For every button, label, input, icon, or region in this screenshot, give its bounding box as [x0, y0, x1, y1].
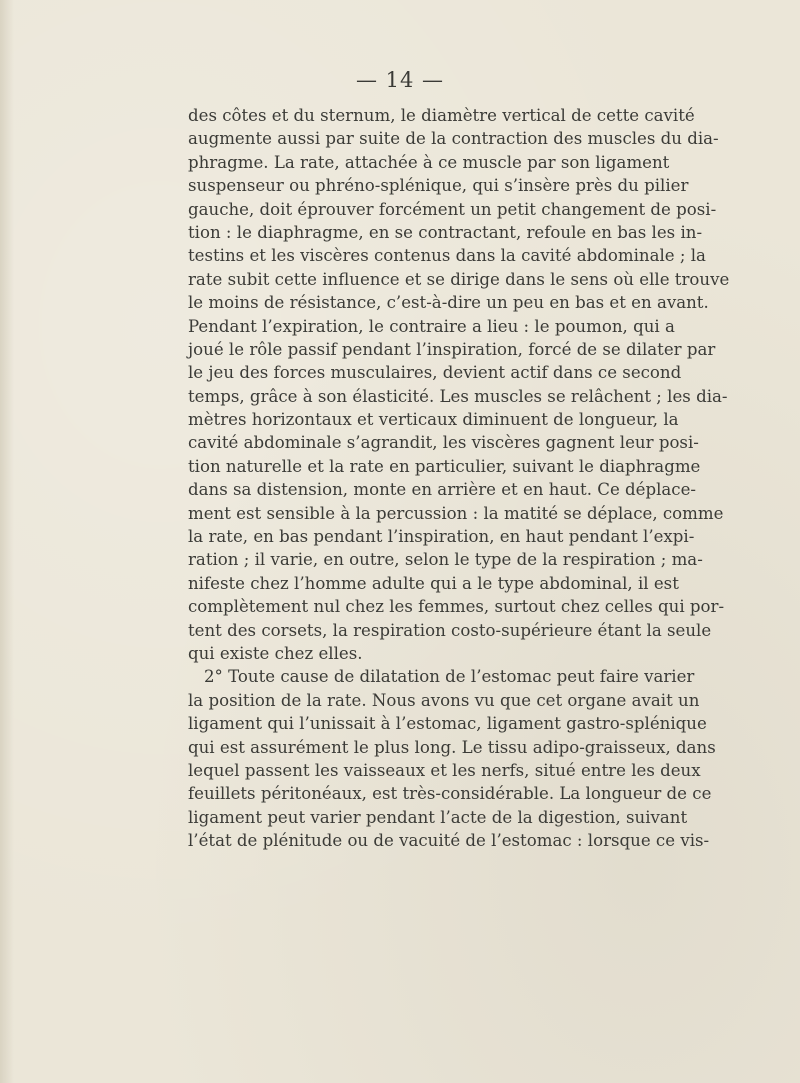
text-line: rate subit cette influence et se dirige dans le sens où elle trouve	[188, 269, 730, 289]
text-line: temps, grâce à son élasticité. Les muscles se relâchent ; les dia-	[188, 386, 728, 406]
page-number: — 14 —	[355, 68, 445, 92]
paragraph-end-line: qui existe chez elles.	[188, 643, 363, 663]
text-line: le jeu des forces musculaires, devient actif dans ce second	[188, 363, 682, 383]
text-line: complètement nul chez les femmes, surtout chez celles qui por-	[188, 597, 725, 617]
text-line: testins et les viscères contenus dans la cavité abdominale ; la	[188, 246, 706, 266]
text-line: nifeste chez l’homme adulte qui a le type abdominal, il est	[188, 573, 679, 593]
text-line: joué le rôle passif pendant l’inspiration, forcé de se dilater par	[188, 339, 716, 359]
text-line: phragme. La rate, attachée à ce muscle par son ligament	[188, 152, 670, 172]
text-line: tion : le diaphragme, en se contractant, refoule en bas les in-	[188, 222, 703, 242]
text-line: ligament peut varier pendant l’acte de la digestion, suivant	[188, 807, 688, 827]
text-line: qui est assurément le plus long. Le tissu adipo-graisseux, dans	[188, 737, 716, 757]
text-line: la position de la rate. Nous avons vu que cet organe avait un	[188, 690, 700, 710]
text-line: la rate, en bas pendant l’inspiration, en haut pendant l’expi-	[188, 527, 695, 547]
page-binding-shadow	[0, 0, 14, 1083]
text-line: des côtes et du sternum, le diamètre vertical de cette cavité	[188, 106, 695, 125]
text-line: le moins de résistance, c’est-à-dire un peu en bas et en avant.	[188, 293, 709, 313]
text-line: augmente aussi par suite de la contraction des muscles du dia-	[188, 129, 719, 149]
text-line: mètres horizontaux et verticaux diminuent de longueur, la	[188, 410, 679, 430]
text-line: l’état de plénitude ou de vacuité de l’estomac : lorsque ce vis-	[188, 831, 710, 851]
paragraph-start-line: 2° Toute cause de dilatation de l’estomac peut faire varier	[204, 667, 695, 687]
text-line: tent des corsets, la respiration costo-supérieure étant la seule	[188, 620, 712, 640]
text-line: gauche, doit éprouver forcément un petit changement de posi-	[188, 199, 717, 219]
text-line: feuillets péritonéaux, est très-considérable. La longueur de ce	[188, 784, 712, 804]
text-line: cavité abdominale s’agrandit, les viscères gagnent leur posi-	[188, 433, 699, 453]
text-line: ment est sensible à la percussion : la matité se déplace, comme	[188, 503, 724, 523]
text-line: suspenseur ou phréno-splénique, qui s’insère près du pilier	[188, 176, 689, 196]
text-line: Pendant l’expiration, le contraire a lieu : le poumon, qui a	[188, 316, 675, 336]
text-line: lequel passent les vaisseaux et les nerfs, situé entre les deux	[188, 760, 701, 780]
text-line: ligament qui l’unissait à l’estomac, ligament gastro-splénique	[188, 714, 707, 734]
text-line: dans sa distension, monte en arrière et en haut. Ce déplace-	[188, 480, 697, 500]
text-line: ration ; il varie, en outre, selon le type de la respiration ; ma-	[188, 550, 703, 570]
body-text	[188, 104, 730, 853]
text-line: tion naturelle et la rate en particulier, suivant le diaphragme	[188, 456, 701, 476]
